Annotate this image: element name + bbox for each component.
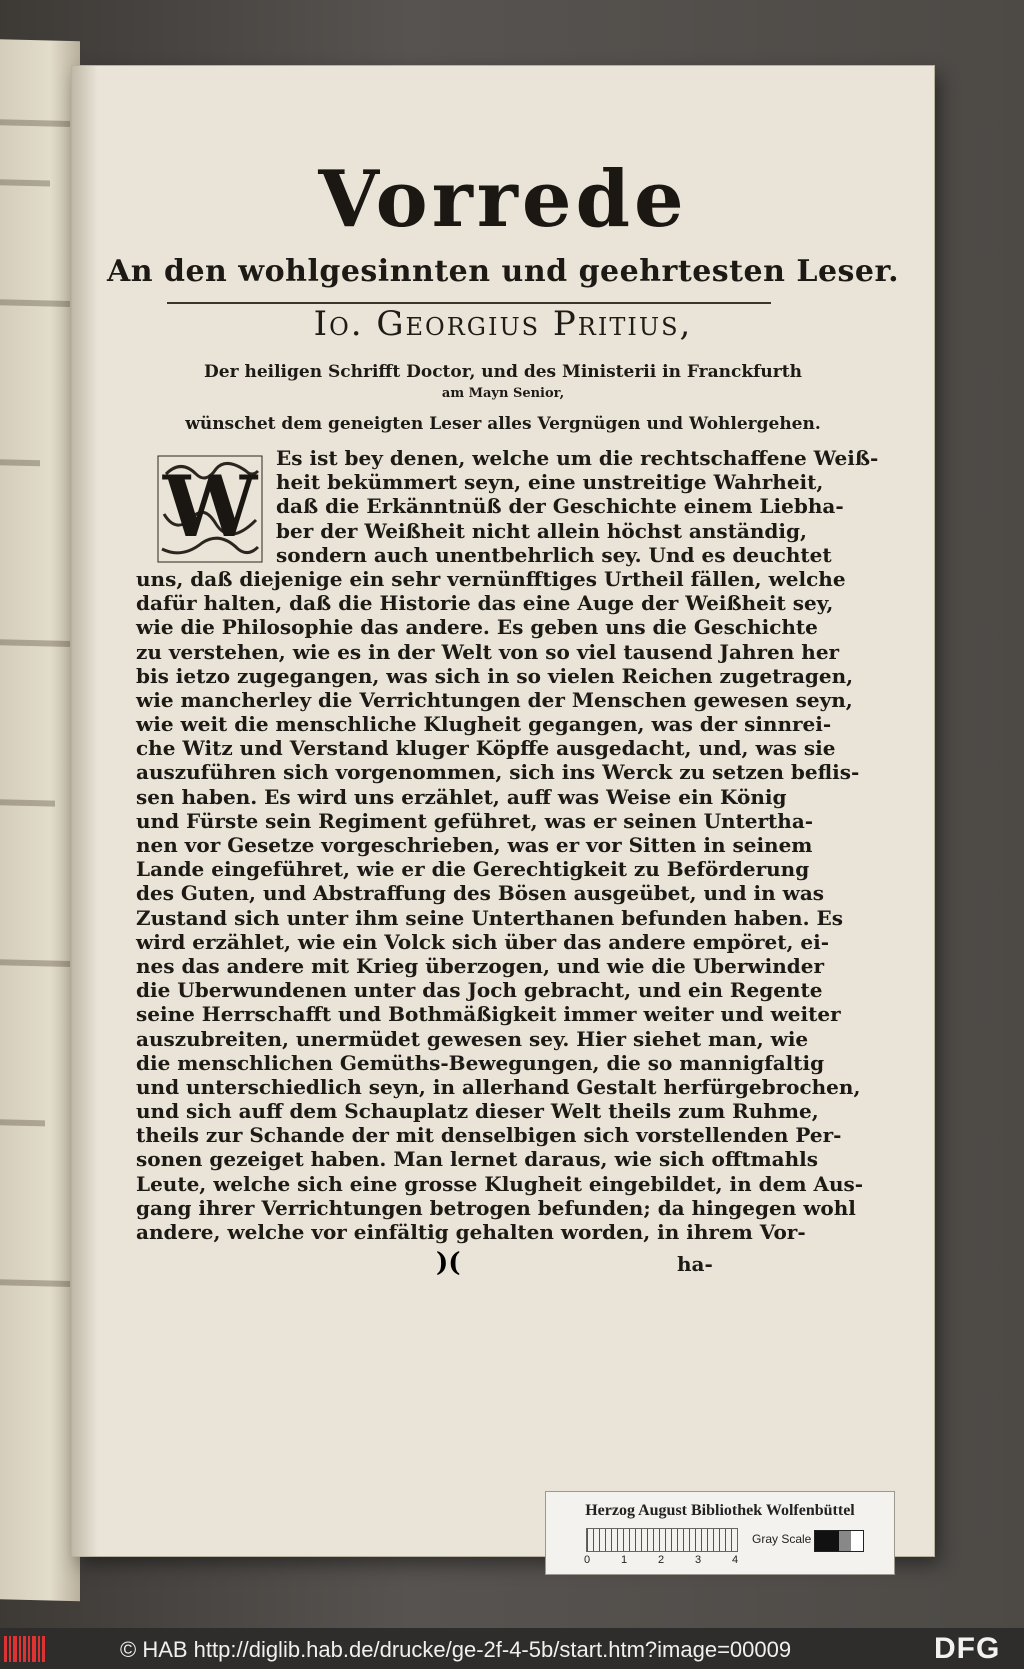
text-line: nes das andere mit Krieg überzogen, und wie die Uberwinder (136, 953, 824, 978)
text-line: wie die Philosophie das andere. Es geben uns die Geschichte (136, 615, 818, 640)
footer-credit-link[interactable]: © HAB http://diglib.hab.de/drucke/ge-2f-4-5b/start.htm?image=00009 (120, 1637, 792, 1662)
library-color-card (546, 1492, 894, 1574)
text-line: Lande eingeführet, wie er die Gerechtigkeit zu Beförderung (136, 857, 810, 882)
text-line: auszuführen sich vorgenommen, sich ins Werck zu setzen beflis- (136, 760, 860, 785)
svg-text:W: W (162, 457, 258, 556)
text-line: und unterschiedlich seyn, in allerhand Gestalt herfürgebrochen, (136, 1074, 861, 1099)
page-subtitle: An den wohlgesinnten und geehrtesten Leser. (106, 254, 900, 289)
text-line: und sich auff dem Schauplatz dieser Welt theils zum Ruhme, (136, 1099, 819, 1124)
text-line: Zustand sich unter ihm seine Unterthanen befunden haben. Es (136, 905, 844, 930)
text-line: gang ihrer Verrichtungen betrogen befunden; da hingegen wohl (136, 1195, 856, 1220)
text-line: wird erzählet, wie ein Volck sich über das andere empöret, ei- (136, 929, 829, 954)
text-line: heit bekümmert seyn, eine unstreitige Wahrheit, (276, 470, 824, 495)
text-line: sen haben. Es wird uns erzählet, auff was Weise ein König (136, 784, 787, 809)
text-line: ber der Weißheit nicht allein höchst anständig, (276, 518, 807, 543)
footer-bar (0, 1628, 1024, 1669)
catchword: ha- (677, 1252, 713, 1276)
grayscale-label: Gray Scale (752, 1532, 812, 1546)
body-text (136, 446, 879, 1244)
text-line: und Fürste sein Regiment geführet, was er seinen Untertha- (136, 808, 814, 833)
text-line: uns, daß diejenige ein sehr vernünfftiges Urtheil fällen, welche (136, 566, 846, 591)
text-line: seine Herrschafft und Bothmäßigkeit immer weiter und weiter (136, 1002, 841, 1027)
text-line: theils zur Schande der mit denselbigen sich vorstellenden Per- (136, 1123, 842, 1148)
dfg-logo: DFG (934, 1632, 1001, 1665)
text-line: wie mancherley die Verrichtungen der Menschen gewesen seyn, (136, 687, 853, 712)
greeting-line: wünschet dem geneigten Leser alles Vergnügen und Wohlergehen. (185, 414, 821, 434)
text-line: des Guten, und Abstraffung des Bösen ausgeübet, und in was (136, 881, 825, 906)
author-title-line-2: am Mayn Senior, (441, 386, 565, 401)
text-line: Es ist bey denen, welche um die rechtschaffene Weiß- (276, 446, 879, 470)
page-title: Vorrede (318, 154, 688, 245)
text-line: daß die Erkänntnüß der Geschichte einem Liebha- (276, 494, 844, 519)
text-line: sonen gezeiget haben. Man lernet daraus, wie sich offtmahls (136, 1147, 818, 1172)
text-line: dafür halten, daß die Historie das eine Auge der Weißheit sey, (136, 591, 834, 616)
hab-barcode-logo-icon (4, 1636, 48, 1662)
library-name: Herzog August Bibliothek Wolfenbüttel (585, 1502, 855, 1519)
author-title-line-1: Der heiligen Schrifft Doctor, und des Ministerii in Franckfurth (204, 362, 802, 382)
scale-number: 4 (732, 1554, 739, 1566)
scale-number: 3 (695, 1554, 702, 1566)
author-name: Io. Georgius Pritius, (313, 304, 693, 344)
page-edge-shade (72, 66, 98, 1556)
left-page-edge (0, 39, 80, 1602)
text-line: Leute, welche sich eine grosse Klugheit eingebildet, in dem Aus- (136, 1171, 864, 1196)
text-line: auszubreiten, unermüdet gewesen sey. Hier siehet man, wie (136, 1026, 809, 1051)
text-line: wie weit die menschliche Klugheit gegangen, was der sinnrei- (136, 712, 832, 737)
text-line: bis ietzo zugegangen, was sich in so vielen Reichen zugetragen, (136, 663, 854, 688)
text-line: zu verstehen, wie es in der Welt von so viel tausend Jahren her (136, 639, 840, 664)
text-line: die Uberwundenen unter das Joch gebracht, und ein Regente (136, 978, 823, 1003)
text-line: sondern auch unentbehrlich sey. Und es deuchtet (276, 542, 832, 567)
text-line: che Witz und Verstand kluger Köpffe ausgedacht, und, was sie (136, 736, 836, 761)
scale-number: 1 (621, 1554, 628, 1566)
scale-number: 0 (584, 1554, 591, 1566)
signature-mark: )( (436, 1248, 461, 1278)
text-line: die menschlichen Gemüths-Bewegungen, die so mannigfaltig (136, 1050, 825, 1075)
grayscale-swatch (814, 1530, 864, 1552)
scale-number: 2 (658, 1554, 665, 1566)
text-line: nen vor Gesetze vorgeschrieben, was er vor Sitten in seinem (136, 833, 813, 857)
book-page (72, 66, 934, 1556)
text-line: andere, welche vor einfältig gehalten worden, in ihrem Vor- (136, 1220, 806, 1244)
scale-ruler (586, 1528, 738, 1552)
